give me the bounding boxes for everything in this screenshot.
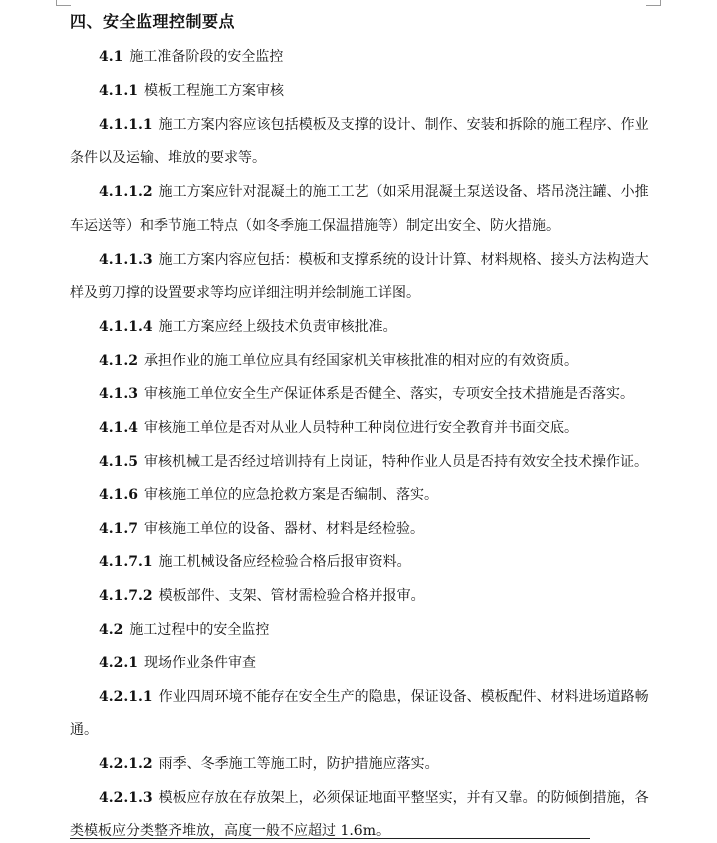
clause-text: 施工准备阶段的安全监控 xyxy=(129,49,284,65)
paragraph-line xyxy=(99,418,578,438)
clause-number: 4.2 xyxy=(99,622,124,638)
clause-number: 4.1.1 xyxy=(99,83,138,99)
paragraph-line-continued xyxy=(70,283,420,303)
clause-number: 4.1.3 xyxy=(99,386,138,402)
clause-text: 车运送等）和季节施工特点（如冬季施工保温措施等）制定出安全、防火措施。 xyxy=(70,218,560,234)
paragraph-line-continued xyxy=(70,720,98,740)
clause-text: 承担作业的施工单位应具有经国家机关审核批准的相对应的有效资质。 xyxy=(143,353,578,369)
paragraph-line xyxy=(99,653,256,673)
crop-mark-top-right xyxy=(646,0,661,6)
clause-number: 4.1.4 xyxy=(99,420,138,436)
clause-number: 4.1.6 xyxy=(99,487,138,503)
clause-text: 审核施工单位的设备、器材、材料是经检验。 xyxy=(143,521,424,537)
clause-text: 条件以及运输、堆放的要求等。 xyxy=(70,150,266,166)
paragraph-line-continued xyxy=(70,216,560,236)
clause-text: 类模板应分类整齐堆放，高度一般不应超过 1.6m。 xyxy=(70,823,390,839)
clause-number: 4.1.1.3 xyxy=(99,252,153,268)
paragraph-line xyxy=(99,250,649,270)
clause-number: 4.1 xyxy=(99,49,124,65)
paragraph-line xyxy=(99,552,411,572)
clause-text: 模板工程施工方案审核 xyxy=(143,83,284,99)
clause-number: 4.1.2 xyxy=(99,353,138,369)
clause-number: 4.1.1.4 xyxy=(99,319,153,335)
clause-text: 审核施工单位是否对从业人员特种工种岗位进行安全教育并书面交底。 xyxy=(143,420,578,436)
clause-text: 通。 xyxy=(70,722,98,738)
clause-number: 4.1.7 xyxy=(99,521,138,537)
paragraph-line xyxy=(99,81,284,101)
clause-number: 4.1.5 xyxy=(99,454,138,470)
paragraph-line xyxy=(99,317,397,337)
paragraph-line xyxy=(99,586,425,606)
paragraph-line xyxy=(99,519,424,539)
paragraph-line xyxy=(99,687,649,707)
clause-text: 审核施工单位的应急抢救方案是否编制、落实。 xyxy=(143,487,438,503)
clause-number: 4.2.1.1 xyxy=(99,689,153,705)
clause-text: 现场作业条件审查 xyxy=(143,655,256,671)
clause-text: 审核机械工是否经过培训持有上岗证，特种作业人员是否持有效安全技术操作证。 xyxy=(143,454,648,470)
crop-mark-top-left xyxy=(56,0,71,6)
paragraph-line xyxy=(99,351,578,371)
paragraph-line xyxy=(99,620,269,640)
clause-number: 4.1.1.2 xyxy=(99,184,153,200)
paragraph-line-continued xyxy=(70,148,266,168)
paragraph-line xyxy=(99,47,283,67)
paragraph-line xyxy=(99,452,648,472)
paragraph-line xyxy=(99,754,439,774)
clause-number: 4.1.7.2 xyxy=(99,588,153,604)
clause-text: 施工过程中的安全监控 xyxy=(129,622,270,638)
clause-text: 施工方案内容应包括：模板和支撑系统的设计计算、材料规格、接头方法构造大 xyxy=(158,252,649,268)
clause-text: 施工机械设备应经检验合格后报审资料。 xyxy=(158,554,411,570)
paragraph-line xyxy=(99,115,649,135)
paragraph-line xyxy=(99,485,438,505)
clause-text: 施工方案内容应该包括模板及支撑的设计、制作、安装和拆除的施工程序、作业 xyxy=(158,117,649,133)
clause-text: 雨季、冬季施工等施工时，防护措施应落实。 xyxy=(158,756,439,772)
clause-number: 4.2.1.3 xyxy=(99,790,153,806)
paragraph-line xyxy=(99,788,649,808)
clause-text: 模板部件、支架、管材需检验合格并报审。 xyxy=(158,588,425,604)
clause-number: 4.2.1 xyxy=(99,655,138,671)
page-bottom-rule xyxy=(70,838,590,839)
clause-text: 作业四周环境不能存在安全生产的隐患，保证设备、模板配件、材料进场道路畅 xyxy=(158,689,649,705)
clause-text: 样及剪刀撑的设置要求等均应详细注明并绘制施工详图。 xyxy=(70,285,420,301)
section-heading: 四、安全监理控制要点 xyxy=(70,12,236,31)
clause-text: 模板应存放在存放架上，必须保证地面平整坚实，并有又靠。的防倾倒措施，各 xyxy=(158,790,649,806)
clause-text: 审核施工单位安全生产保证体系是否健全、落实，专项安全技术措施是否落实。 xyxy=(143,386,634,402)
clause-number: 4.1.1.1 xyxy=(99,117,153,133)
clause-text: 施工方案应经上级技术负责审核批准。 xyxy=(158,319,397,335)
paragraph-line xyxy=(99,182,649,202)
clause-number: 4.1.7.1 xyxy=(99,554,153,570)
paragraph-line xyxy=(99,384,634,404)
clause-text: 施工方案应针对混凝土的施工工艺（如采用混凝土泵送设备、塔吊浇注罐、小推 xyxy=(158,184,649,200)
clause-number: 4.2.1.2 xyxy=(99,756,153,772)
